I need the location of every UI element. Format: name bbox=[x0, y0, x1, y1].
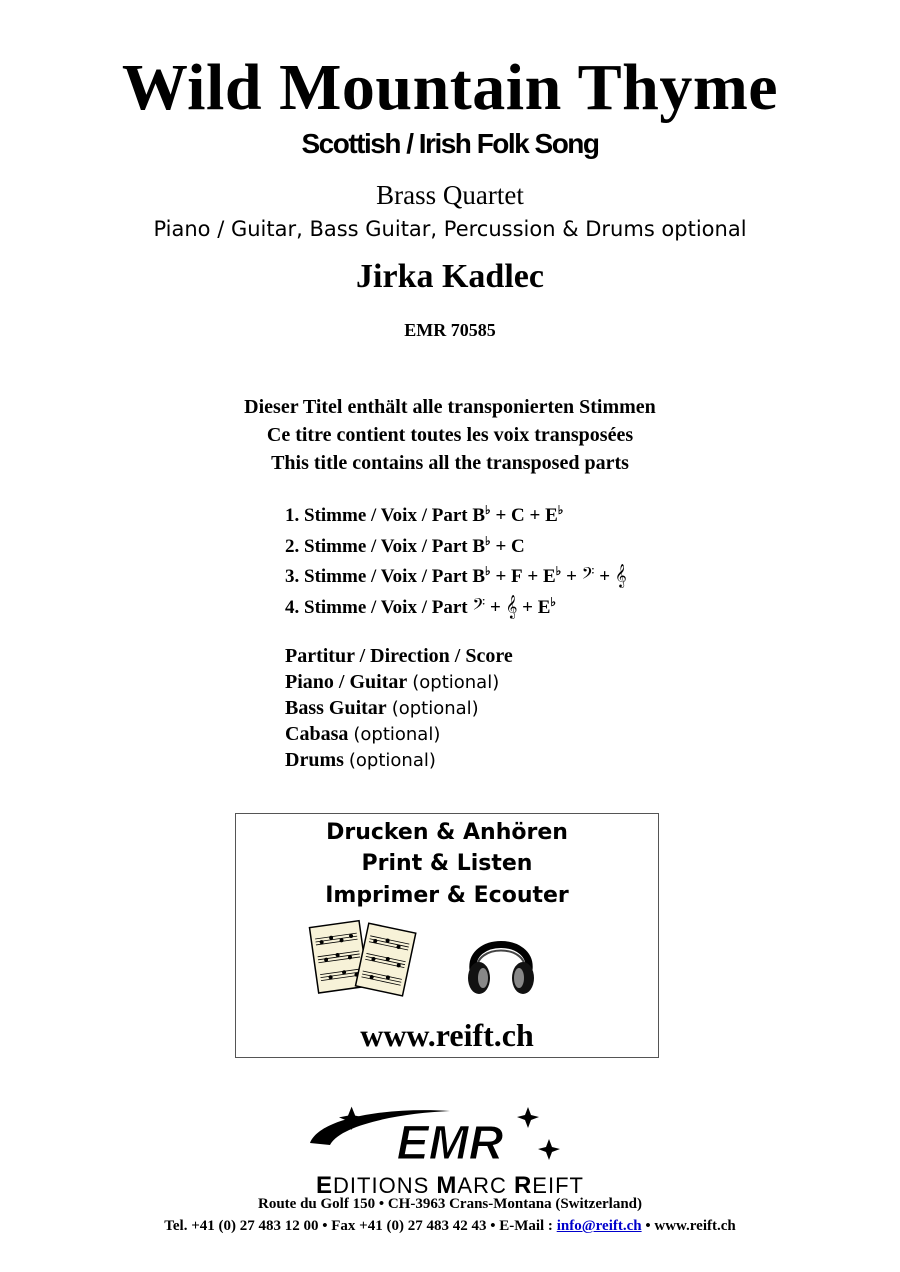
website-link[interactable]: www.reift.ch bbox=[360, 1017, 534, 1053]
parts-list bbox=[285, 495, 627, 617]
list-item bbox=[285, 695, 513, 721]
promo-line-fr: Imprimer & Ecouter bbox=[325, 883, 569, 908]
key-label: E♭ bbox=[537, 594, 557, 618]
key-label: E♭ bbox=[545, 503, 564, 526]
part-label: 2. Stimme / Voix / Part bbox=[285, 535, 468, 557]
extras-list bbox=[285, 643, 513, 773]
title: Wild Mountain Thyme bbox=[121, 51, 779, 124]
list-item bbox=[285, 643, 513, 669]
transposed-notice-fr: Ce titre contient toutes les voix transposées bbox=[266, 424, 634, 446]
part-label: 1. Stimme / Voix / Part bbox=[285, 505, 468, 526]
key-label: C bbox=[511, 505, 525, 526]
catalog-number: EMR 70585 bbox=[404, 320, 496, 340]
part-item: 3. Stimme / Voix / Part B♭ + F + E♭ + 𝄢 + 𝄞 bbox=[285, 556, 627, 587]
transposed-notice-de: Dieser Titel enthält alle transponierten Stimmen bbox=[244, 396, 656, 418]
extra-name: Partitur / Direction / Score bbox=[285, 645, 513, 667]
logo-text: EMR bbox=[396, 1117, 504, 1170]
transposed-notice-en: This title contains all the transposed parts bbox=[271, 452, 629, 474]
extra-note: (optional) bbox=[391, 698, 479, 719]
list-item bbox=[285, 747, 513, 773]
extra-note: (optional) bbox=[348, 750, 436, 771]
key-label: E♭ bbox=[542, 564, 562, 587]
part-item: 1. Stimme / Voix / Part B♭ + C + E♭ bbox=[285, 495, 627, 526]
publisher-contact bbox=[0, 1218, 900, 1235]
headphones-icon bbox=[461, 922, 541, 1002]
publisher-name: EDITIONS MARC REIFT bbox=[316, 1172, 584, 1199]
part-item: 4. Stimme / Voix / Part 𝄢 + 𝄞 + E♭ bbox=[285, 587, 627, 618]
email-link[interactable]: info@reift.ch bbox=[556, 1218, 642, 1234]
list-item bbox=[285, 721, 513, 747]
extra-name: Drums bbox=[285, 749, 344, 771]
list-item bbox=[285, 669, 513, 695]
key-label: B♭ bbox=[472, 503, 491, 526]
extra-note: (optional) bbox=[353, 724, 441, 745]
print-listen-box[interactable] bbox=[235, 813, 659, 1058]
promo-line-en: Print & Listen bbox=[361, 851, 533, 876]
treble-clef-icon: 𝄞 bbox=[505, 593, 518, 618]
ensemble: Brass Quartet bbox=[376, 180, 524, 210]
bass-clef-icon: 𝄢 bbox=[472, 593, 486, 618]
contact-suffix: • www.reift.ch bbox=[641, 1218, 736, 1234]
optional-instruments: Piano / Guitar, Bass Guitar, Percussion & Drums optional bbox=[153, 217, 747, 241]
key-label: C bbox=[511, 535, 525, 557]
extra-name: Bass Guitar bbox=[285, 697, 387, 719]
extra-name: Piano / Guitar bbox=[285, 671, 408, 693]
key-label: F bbox=[511, 566, 523, 587]
bass-clef-icon: 𝄢 bbox=[581, 563, 595, 587]
subtitle: Scottish / Irish Folk Song bbox=[301, 128, 599, 159]
part-label: 4. Stimme / Voix / Part bbox=[285, 596, 468, 618]
part-item: 2. Stimme / Voix / Part B♭ + C bbox=[285, 526, 627, 557]
promo-line-de: Drucken & Anhören bbox=[326, 820, 568, 845]
publisher-address: Route du Golf 150 • CH-3963 Crans-Montana (Switzerland) bbox=[258, 1196, 642, 1212]
extra-note: (optional) bbox=[412, 672, 500, 693]
emr-logo bbox=[300, 1105, 600, 1175]
extra-name: Cabasa bbox=[285, 723, 349, 745]
key-label: B♭ bbox=[472, 564, 491, 587]
sheet-music-icon bbox=[308, 918, 418, 998]
treble-clef-icon: 𝄞 bbox=[614, 563, 627, 587]
key-label: B♭ bbox=[472, 533, 491, 557]
contact-prefix: Tel. +41 (0) 27 483 12 00 • Fax +41 (0) 27 483 42 43 • E-Mail : bbox=[164, 1218, 557, 1234]
part-label: 3. Stimme / Voix / Part bbox=[285, 566, 468, 587]
composer: Jirka Kadlec bbox=[356, 258, 544, 295]
